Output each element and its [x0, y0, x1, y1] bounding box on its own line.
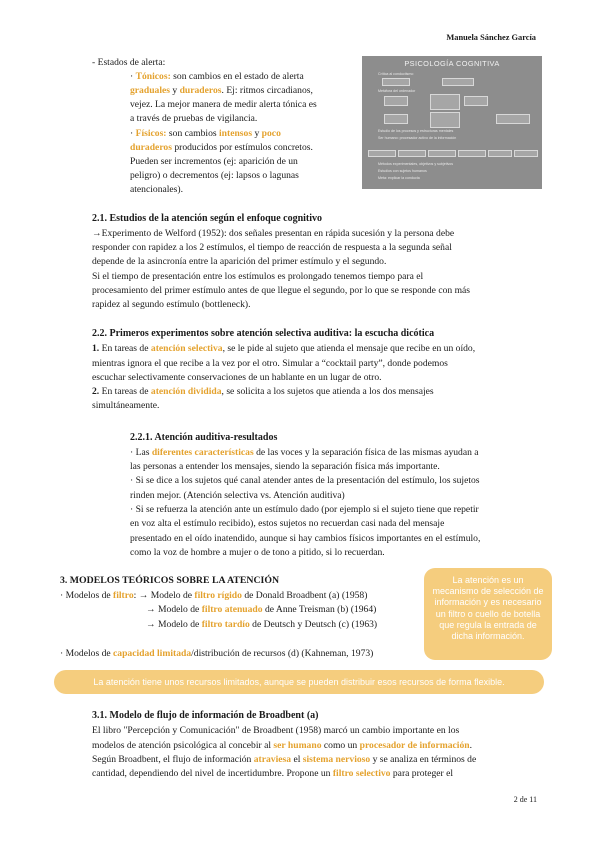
figure-label: Métodos experimentales, objetivos y subjetivos: [378, 162, 454, 166]
result-line: · Si se dice a los sujetos qué canal atender antes de la presentación del estímulo, los sujetos: [130, 475, 480, 486]
section-3-title: 3. MODELOS TEÓRICOS SOBRE LA ATENCIÓN: [60, 575, 280, 586]
phasic-line: duraderos producidos por estímulos concretos.: [130, 142, 313, 153]
figure-label: Crítica al conductismo: [378, 72, 414, 76]
figure-label: Ser humano: procesador activo de la información: [378, 136, 457, 140]
tonic-line: graduales y duraderos. Ej: ritmos circadianos,: [130, 85, 313, 96]
model-line: · Modelos de capacidad limitada/distribución de recursos (d) (Kahneman, 1973): [60, 648, 374, 659]
phasic-line: Pueden ser incrementos (ej: aparición de un: [130, 156, 298, 167]
paragraph-line: mientras ignora el que recibe a la vez por el otro. Simular a “cocktail party”, donde podemos: [92, 358, 448, 369]
tonic-line: · Tónicos: son cambios en el estado de alerta: [130, 71, 304, 82]
filter-note: La atención es un mecanismo de selección de información y es necesario un filtro o cuello de botella que regula la entrada de dicha información.: [424, 568, 552, 660]
paragraph-line: depende de la asincronía entre la aparición del primer estímulo y el segundo.: [92, 256, 387, 267]
figure-title: PSICOLOGÍA COGNITIVA: [404, 59, 500, 68]
paragraph-line: cantidad, dependiendo del nivel de incertidumbre. Propone un filtro selectivo para proteger el: [92, 768, 454, 779]
page-number: 2 de 11: [513, 795, 537, 804]
paragraph-line: 1. En tareas de atención selectiva, se le pide al sujeto que atienda el mensaje que recibe en un oído,: [92, 343, 476, 354]
figure-label: Metáfora del ordenador: [378, 89, 416, 93]
paragraph-line: El libro "Percepción y Comunicación" de Broadbent (1958) marcó un cambio importante en los: [92, 725, 460, 736]
paragraph-line: →Experimento de Welford (1952): dos señales presentan en rápida sucesión y la persona debe: [92, 228, 455, 239]
section-2-2-1-title: 2.2.1. Atención auditiva-resultados: [130, 432, 278, 443]
tonic-line: a través de pruebas de vigilancia.: [130, 113, 258, 124]
figure-label: Meta: explicar la conducta: [378, 176, 420, 180]
result-line: · Si se refuerza la atención ante un estímulo dado (por ejemplo si el sujeto tiene que repetir: [130, 504, 479, 515]
section-2-1-title: 2.1. Estudios de la atención según el enfoque cognitivo: [92, 213, 323, 224]
result-line: presentado en el oído inatendido, aunque si hay cambios físicos importantes en el estímulo,: [130, 533, 481, 544]
paragraph-line: 2. En tareas de atención dividida, se solicita a los sujetos que atienda a los dos mensajes: [92, 386, 434, 397]
paragraph-line: rapidez al segundo estímulo (bottleneck).: [92, 299, 251, 310]
paragraph-line: simultáneamente.: [92, 400, 160, 411]
phasic-line: atencionales).: [130, 184, 184, 195]
paragraph-line: Según Broadbent, el flujo de información atraviesa el sistema nervioso y se analiza en términos de: [92, 754, 477, 765]
result-line: rinden mejor. (Atención selectiva vs. Atención auditiva): [130, 490, 345, 501]
model-line: → Modelo de filtro atenuado de Anne Treisman (b) (1964): [146, 604, 377, 615]
phasic-line: · Físicos: son cambios intensos y poco: [130, 128, 281, 139]
result-line: las personas a entender los mensajes, siendo la separación física más importante.: [130, 461, 440, 472]
author-header: Manuela Sánchez García: [446, 33, 536, 42]
paragraph-line: responder con rapidez a los 2 estímulos, el tiempo de reacción de respuesta a la segunda señal: [92, 242, 452, 253]
capacity-note: La atención tiene unos recursos limitados, aunque se pueden distribuir esos recursos de forma flexible.: [54, 670, 544, 694]
model-line: · Modelos de filtro: → Modelo de filtro rígido de Donald Broadbent (a) (1958): [60, 590, 368, 601]
paragraph-line: escuchar selectivamente conservaciones de un hablante en un lugar de otro.: [92, 372, 382, 383]
alert-title: - Estados de alerta:: [92, 57, 166, 68]
figure-label: Estudios con sujetos humanos: [378, 169, 427, 173]
paragraph-line: Si el tiempo de presentación entre los estímulos es prolongado tenemos tiempo para el: [92, 271, 424, 282]
paragraph-line: modelos de atención psicológica al concebir al ser humano como un procesador de información.: [92, 740, 472, 751]
figure-label: Estudio de los procesos y estructuras mentales: [378, 129, 454, 133]
section-2-2-title: 2.2. Primeros experimentos sobre atención selectiva auditiva: la escucha dicótica: [92, 328, 435, 339]
section-3-1-title: 3.1. Modelo de flujo de información de Broadbent (a): [92, 710, 319, 721]
result-line: · Las diferentes características de las voces y la separación física de las mismas ayudan a: [130, 447, 479, 458]
tonic-line: vejez. La mejor manera de medir alerta tónica es: [130, 99, 317, 110]
paragraph-line: procesamiento del primer estímulo antes de que llegue el segundo, por lo que se responde con más: [92, 285, 471, 296]
phasic-line: peligro) o decrementos (ej: lapsos o lagunas: [130, 170, 299, 181]
model-line: → Modelo de filtro tardío de Deutsch y Deutsch (c) (1963): [146, 619, 378, 630]
result-line: en voz alta el estímulo recibido), estos sujetos no recuerdan casi nada del mensaje: [130, 518, 445, 529]
psicologia-cognitiva-figure: [362, 56, 542, 189]
result-line: como la voz de hombre a mujer o de tono a pitido, si lo recuerdan.: [130, 547, 385, 558]
